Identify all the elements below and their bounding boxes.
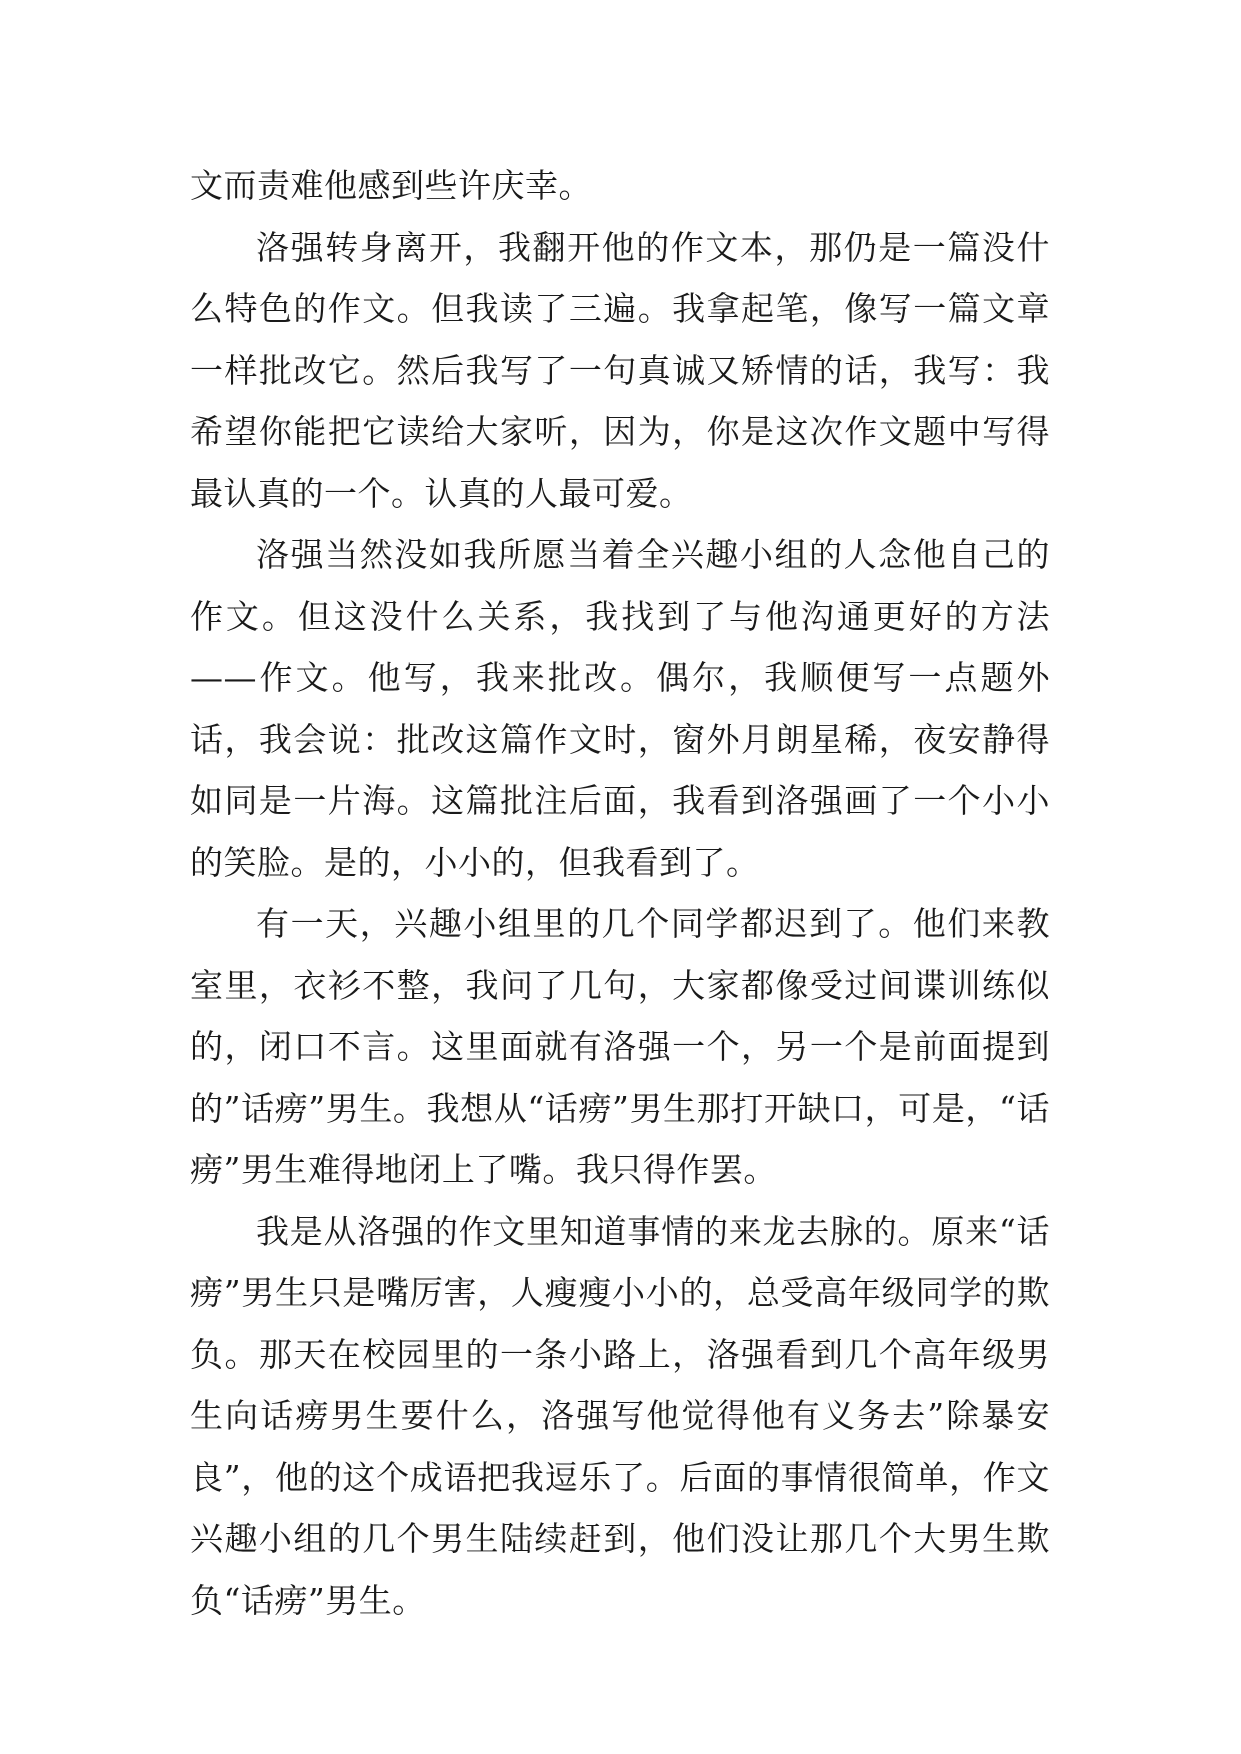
paragraph: 我是从洛强的作文里知道事情的来龙去脉的。原来“话痨”男生只是嘴厉害，人瘦瘦小小的，总受高年级同学的欺负。那天在校园里的一条小路上，洛强看到几个高年级男生向话痨男生要什么，洛强写他觉得他有义务去”除暴安良”，他的这个成语把我逗乐了。后面的事情很简单，作文兴趣小组的几个男生陆续赶到，他们没让那几个大男生欺负“话痨”男生。 <box>190 1211 1050 1620</box>
paragraph: 洛强转身离开，我翻开他的作文本，那仍是一篇没什么特色的作文。但我读了三遍。我拿起笔，像写一篇文章一样批改它。然后我写了一句真诚又矫情的话，我写：我希望你能把它读给大家听，因为，你是这次作文题中写得最认真的一个。认真的人最可爱。 <box>190 227 1050 513</box>
paragraph: 有一天，兴趣小组里的几个同学都迟到了。他们来教室里，衣衫不整，我问了几句，大家都像受过间谍训练似的，闭口不言。这里面就有洛强一个，另一个是前面提到的”话痨”男生。我想从“话痨”男生那打开缺口，可是，“话痨”男生难得地闭上了嘴。我只得作罢。 <box>190 904 1050 1189</box>
body-text <box>190 155 1050 1631</box>
paragraph: 洛强当然没如我所愿当着全兴趣小组的人念他自己的作文。但这没什么关系，我找到了与他沟通更好的方法——作文。他写，我来批改。偶尔，我顺便写一点题外话，我会说：批改这篇作文时，窗外月朗星稀，夜安静得如同是一片海。这篇批注后面，我看到洛强画了一个小小的笑脸。是的，小小的，但我看到了。 <box>190 535 1050 882</box>
paragraph-continuation: 文而责难他感到些许庆幸。 <box>190 166 592 205</box>
